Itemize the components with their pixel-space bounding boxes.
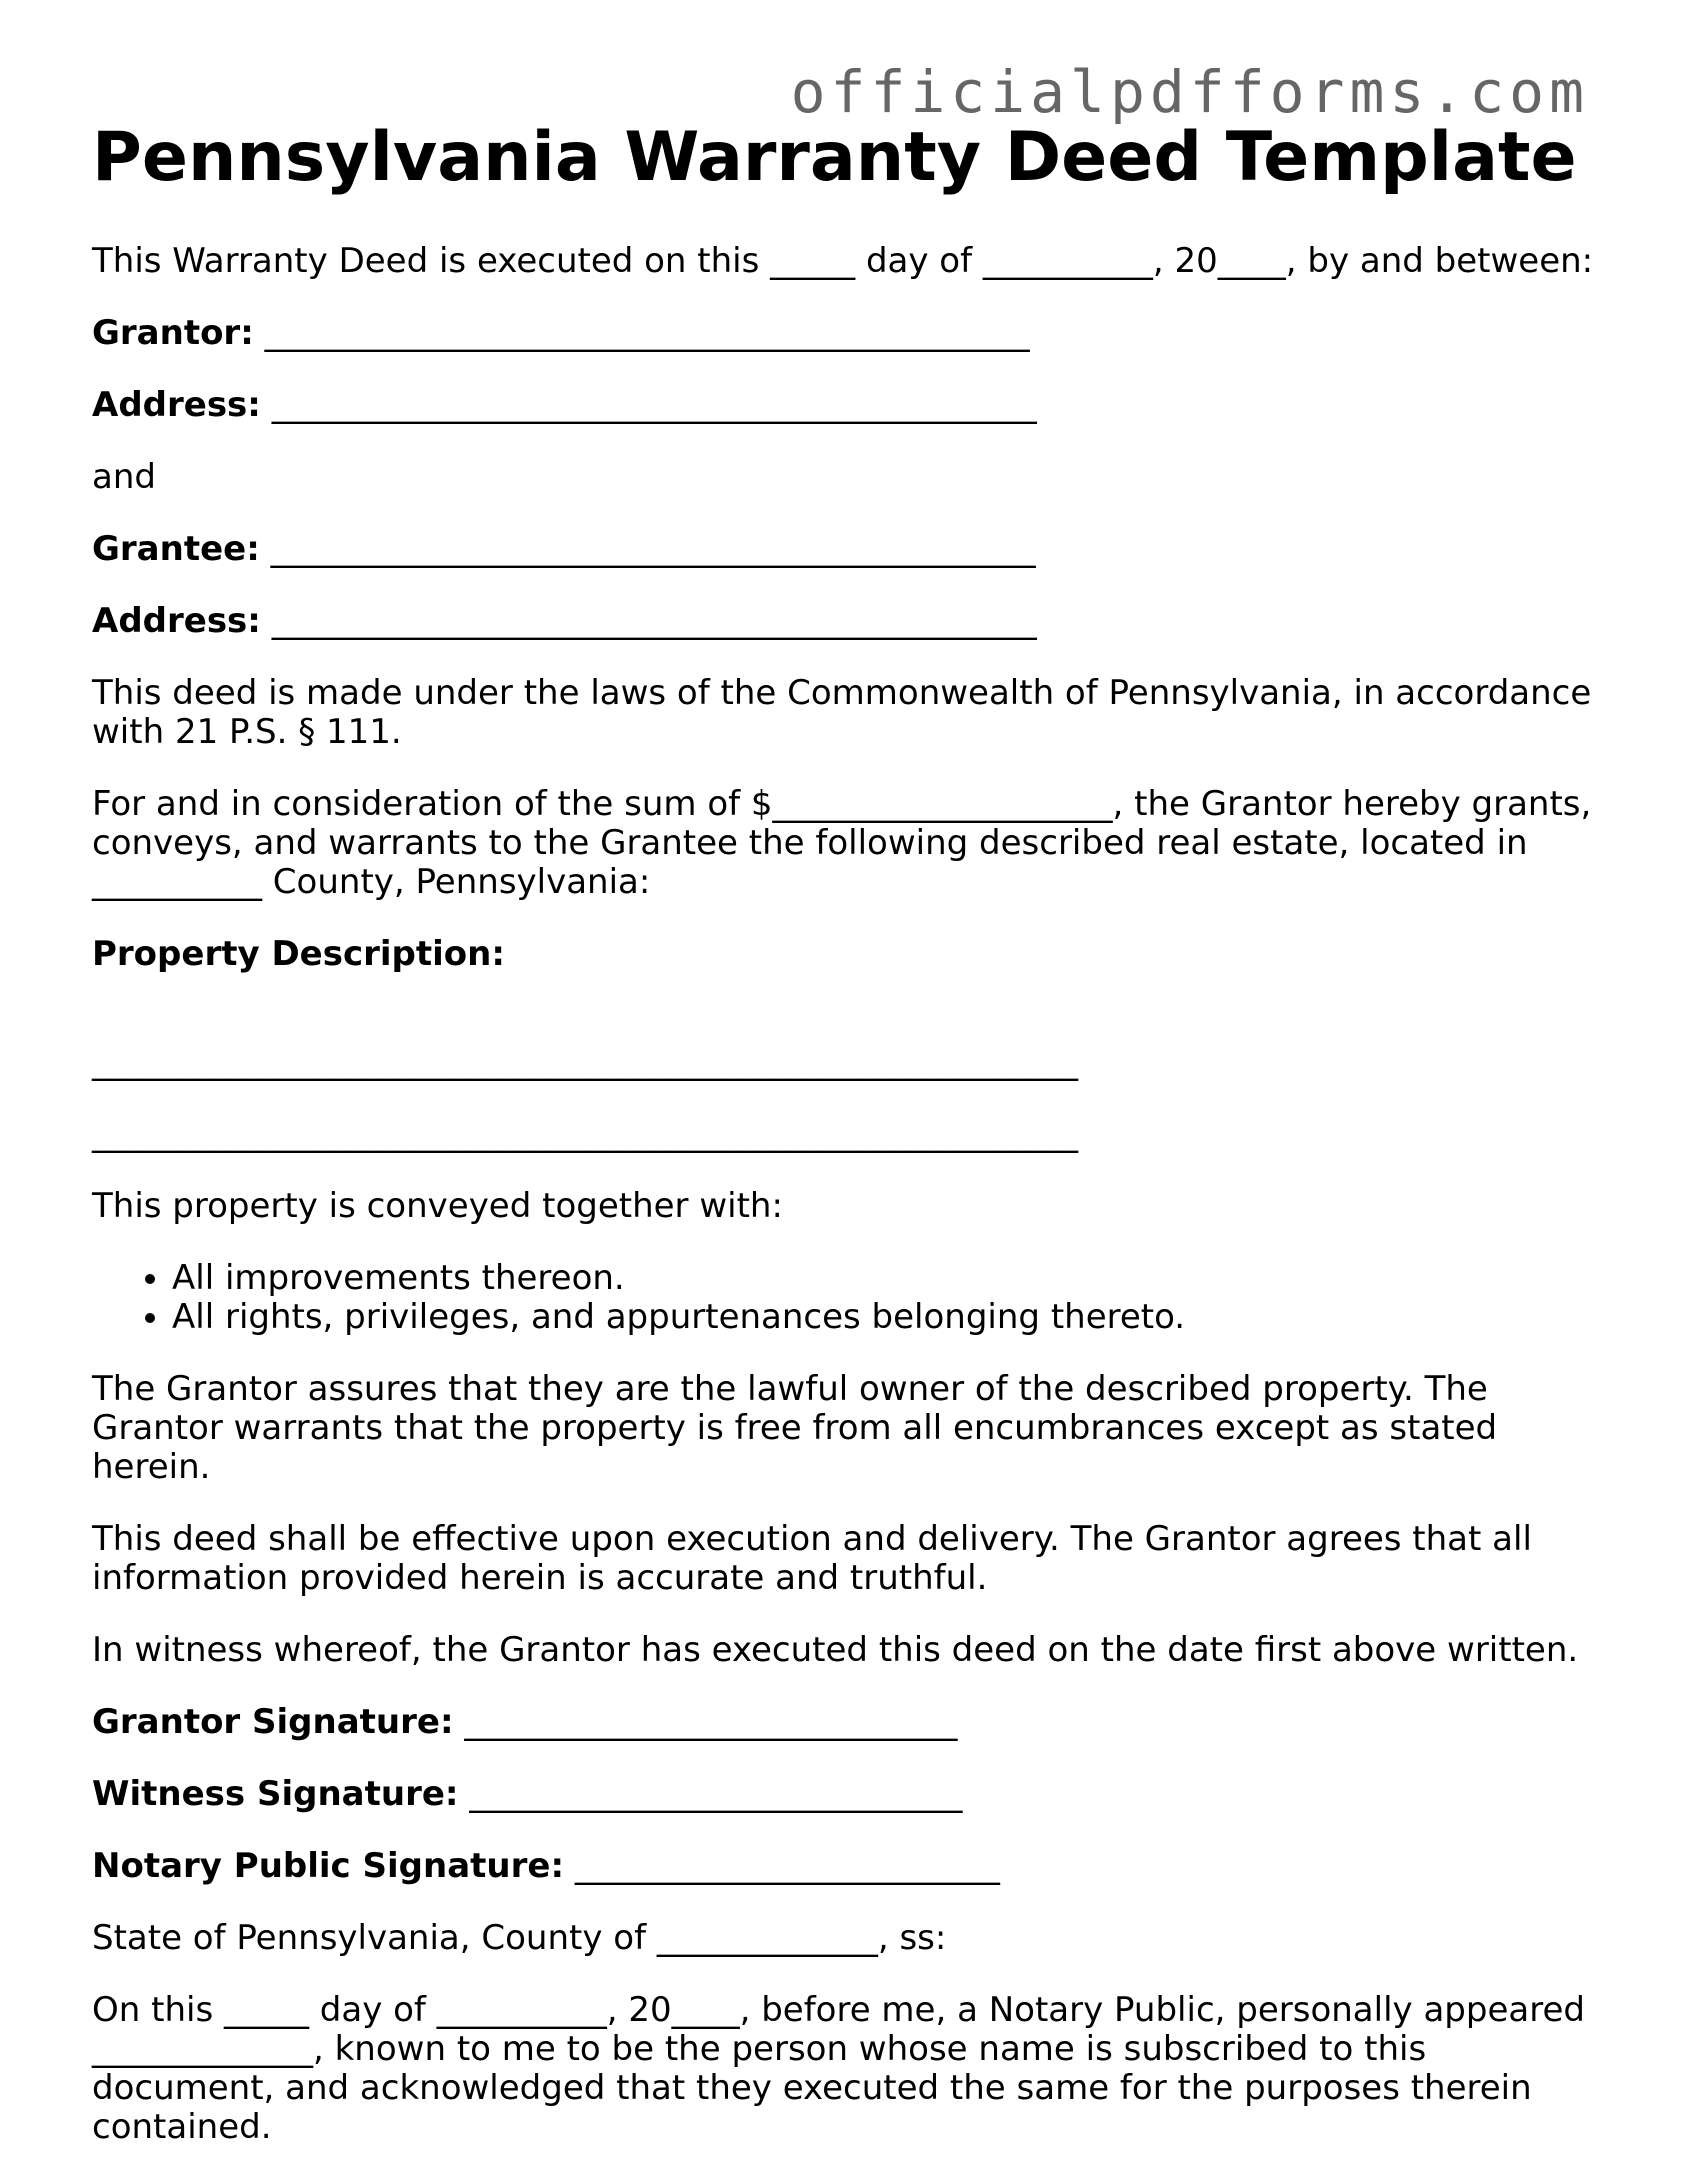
notary-signature-line: _________________________ [574,1846,1000,1886]
property-description-label: Property Description: [92,934,505,974]
grantor-address-field [92,386,1602,425]
witness-signature-label: Witness Signature: [92,1774,459,1814]
list-item: • All rights, privileges, and appurtenances belonging thereto. [172,1298,1602,1337]
grantee-address-line: _____________________________________________ [271,601,1037,641]
conveyed-paragraph: This property is conveyed together with: [92,1186,783,1226]
witness-signature-field [92,1775,1602,1814]
conveyed-list [92,1259,1602,1337]
grantor-signature-field [92,1703,1602,1742]
property-line-2: __________________________________________________________ [92,1114,1078,1154]
consideration-paragraph: For and in consideration of the sum of $____________________, the Grantor hereby grants, conveys, and warrants to the Grantee the following described real estate, located in __________ County, Pennsylvania: [92,784,1592,902]
page-title: Pennsylvania Warranty Deed Template [92,118,1577,197]
notary-signature-label: Notary Public Signature: [92,1846,565,1886]
grantee-field [92,530,1602,569]
witness-signature-line: _____________________________ [469,1774,963,1814]
grantee-address-field [92,602,1602,641]
grantee-label: Grantee: [92,529,260,569]
grantor-signature-line: _____________________________ [464,1702,958,1742]
grantor-address-label: Address: [92,385,261,425]
grantor-address-line: _____________________________________________ [271,385,1037,425]
notary-signature-field [92,1847,1602,1886]
grantor-line: _____________________________________________ [264,313,1030,353]
notary-paragraph: On this _____ day of __________, 20____, before me, a Notary Public, personally appeared _____________, known to me to be the person whose name is subscribed to this document, and acknowledged that they executed the same for the purposes therein contained. [92,1990,1585,2147]
state-paragraph: State of Pennsylvania, County of _____________, ss: [92,1918,947,1958]
grantee-line: _____________________________________________ [270,529,1036,569]
watermark: officialpdfforms.com [790,58,1589,126]
list-item: • All improvements thereon. [172,1259,1602,1298]
document [92,118,1602,2180]
and-text: and [92,457,156,497]
effective-paragraph: This deed shall be effective upon execution and delivery. The Grantor agrees that all information provided herein is accurate and truthful. [92,1519,1532,1598]
property-description-heading [92,935,1602,974]
law-paragraph: This deed is made under the laws of the Commonwealth of Pennsylvania, in accordance with 21 P.S. § 111. [92,673,1592,752]
grantor-signature-label: Grantor Signature: [92,1702,454,1742]
witness-paragraph: In witness whereof, the Grantor has executed this deed on the date first above written. [92,1630,1579,1670]
assurance-paragraph: The Grantor assures that they are the lawful owner of the described property. The Grantor warrants that the property is free from all encumbrances except as stated herein. [92,1369,1498,1487]
grantor-field [92,314,1602,353]
grantor-label: Grantor: [92,313,254,353]
property-line-1: __________________________________________________________ [92,1042,1078,1082]
grantee-address-label: Address: [92,601,261,641]
intro-paragraph: This Warranty Deed is executed on this _____ day of __________, 20____, by and between: [92,241,1594,281]
